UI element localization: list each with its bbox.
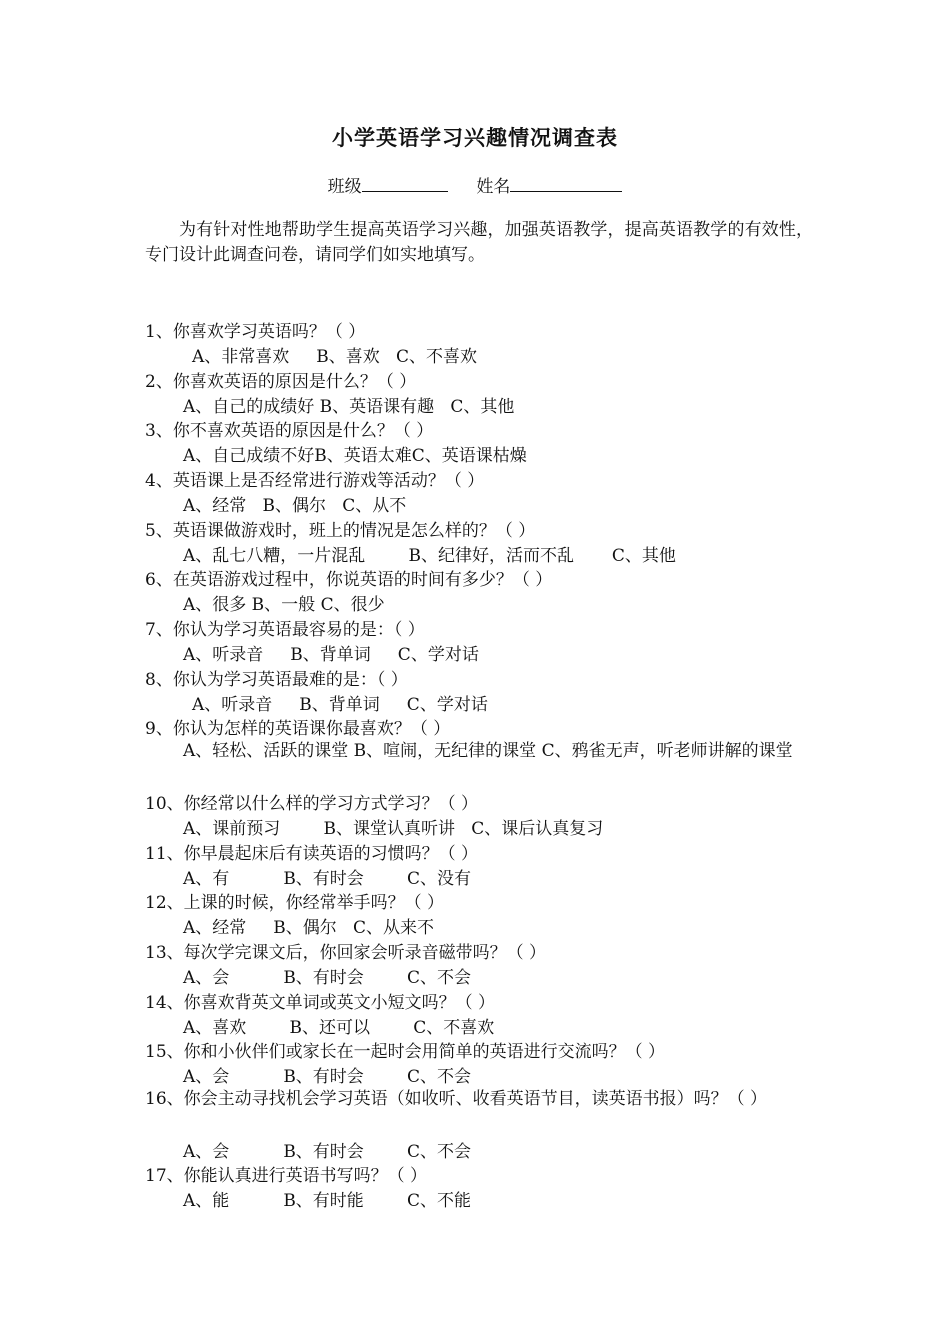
class-label: 班级 [327,177,362,197]
options-3: A、自己成绩不好B、英语太难C、英语课枯燥 [183,446,527,466]
options-1: A、非常喜欢 B、喜欢 C、不喜欢 [192,347,478,367]
question-10: 10、你经常以什么样的学习方式学习？（ ） [145,794,479,814]
question-14: 14、你喜欢背英文单词或英文小短文吗？（ ） [145,993,496,1013]
options-12: A、经常 B、偶尔 C、从来不 [183,918,435,938]
question-2: 2、你喜欢英语的原因是什么？（ ） [145,372,417,392]
options-4: A、经常 B、偶尔 C、从不 [183,496,407,516]
options-14: A、喜欢 B、还可以 C、不喜欢 [183,1018,495,1038]
options-6: A、很多 B、一般 C、很少 [183,595,385,615]
page-title: 小学英语学习兴趣情况调查表 [332,125,618,150]
question-17: 17、你能认真进行英语书写吗？（ ） [145,1166,428,1186]
question-1: 1、你喜欢学习英语吗？（ ） [145,322,366,342]
options-8: A、听录音 B、背单词 C、学对话 [192,695,488,715]
question-7: 7、你认为学习英语最容易的是：（ ） [145,620,425,640]
question-3: 3、你不喜欢英语的原因是什么？（ ） [145,421,434,441]
question-5: 5、英语课做游戏时，班上的情况是怎么样的？（ ） [145,521,536,541]
options-17: A、能 B、有时能 C、不能 [183,1191,472,1211]
question-16: 16、你会主动寻找机会学习英语（如收听、收看英语节目，读英语书报）吗？（ ） [145,1089,768,1109]
options-16: A、会 B、有时会 C、不会 [183,1142,472,1162]
options-10: A、课前预习 B、课堂认真听讲 C、课后认真复习 [183,819,604,839]
class-blank [362,173,448,192]
options-2: A、自己的成绩好 B、英语课有趣 C、其他 [183,397,515,417]
question-4: 4、英语课上是否经常进行游戏等活动？（ ） [145,471,485,491]
question-9: 9、你认为怎样的英语课你最喜欢？（ ） [145,719,451,739]
options-15: A、会 B、有时会 C、不会 [183,1067,472,1087]
student-info-fields [0,172,950,197]
name-label: 姓名 [476,177,511,197]
options-5: A、乱七八糟，一片混乱 B、纪律好，活而不乱 C、其他 [183,546,676,566]
question-8: 8、你认为学习英语最难的是：（ ） [145,670,408,690]
question-6: 6、在英语游戏过程中，你说英语的时间有多少？（ ） [145,570,553,590]
question-11: 11、你早晨起床后有读英语的习惯吗？（ ） [145,844,479,864]
options-13: A、会 B、有时会 C、不会 [183,968,472,988]
question-13: 13、每次学完课文后，你回家会听录音磁带吗？（ ） [145,943,547,963]
question-15: 15、你和小伙伴们或家长在一起时会用简单的英语进行交流吗？（ ） [145,1042,666,1062]
intro-paragraph: 为有针对性地帮助学生提高英语学习兴趣，加强英语教学，提高英语教学的有效性，专门设计此调查问卷，请同学们如实地填写。 [145,220,813,265]
question-12: 12、上课的时候，你经常举手吗？（ ） [145,893,445,913]
name-blank [510,173,622,192]
options-7: A、听录音 B、背单词 C、学对话 [183,645,479,665]
options-9: A、轻松、活跃的课堂 B、喧闹，无纪律的课堂 C、鸦雀无声，听老师讲解的课堂 [183,741,793,761]
options-11: A、有 B、有时会 C、没有 [183,869,472,889]
